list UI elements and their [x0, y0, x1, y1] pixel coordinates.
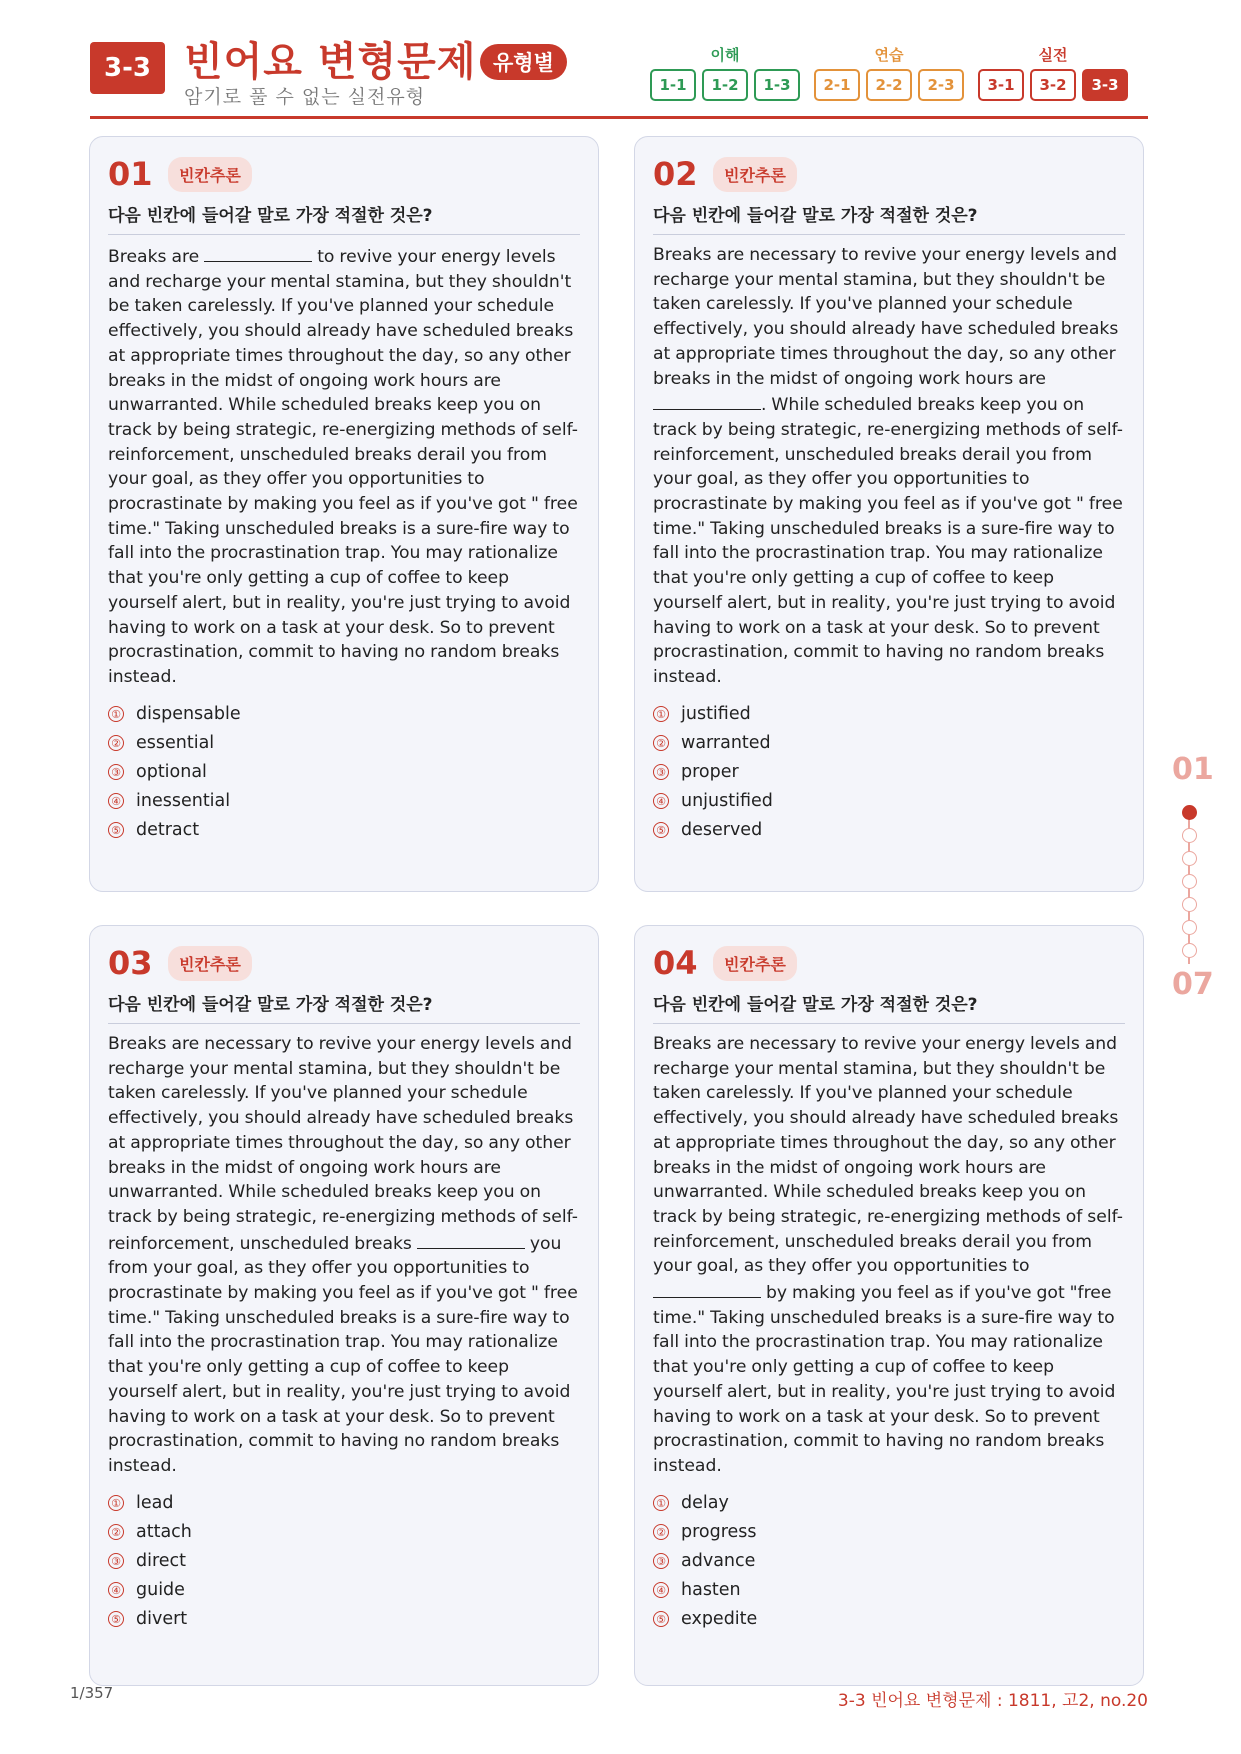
level-label: 실전 [1038, 46, 1068, 64]
question-card [634, 925, 1144, 1686]
choice-marker: ② [108, 1524, 124, 1540]
choice-marker: ④ [108, 1582, 124, 1598]
level-box-3-2[interactable]: 3-2 [1030, 69, 1076, 101]
passage-text: Breaks are [108, 247, 200, 267]
question-prompt: 다음 빈칸에 들어갈 말로 가장 적절한 것은? [108, 990, 580, 1024]
choice-marker: ② [653, 1524, 669, 1540]
choice-item[interactable] [108, 729, 580, 758]
choice-marker: ③ [108, 1553, 124, 1569]
choice-marker: ⑤ [108, 822, 124, 838]
choice-item[interactable] [653, 1605, 1125, 1634]
choice-marker: ② [108, 735, 124, 751]
choice-marker: ⑤ [653, 822, 669, 838]
choice-item[interactable] [653, 1547, 1125, 1576]
choice-item[interactable] [108, 1518, 580, 1547]
section-badge: 3-3 [90, 42, 165, 94]
footer-source: 3-3 빈어요 변형문제 : 1811, 고2, no.20 [837, 1691, 1148, 1711]
level-group-understand [650, 44, 800, 101]
choice-item[interactable] [108, 816, 580, 845]
question-type-tag: 빈칸추론 [713, 946, 797, 981]
choice-text: essential [136, 733, 215, 754]
question-passage [108, 1032, 580, 1479]
level-label: 이해 [710, 46, 740, 64]
choice-text: proper [681, 762, 739, 783]
passage-text: you from your goal, as they offer you opportunities to procrastinate by making you feel as if you've got " free time." Taking unscheduled breaks is a sure-fire way to fall into the procrastination trap. You may rationalize that you're only getting a cup of coffee to keep yourself alert, but in reality, you're just trying to avoid having to work on a task at your desk. So to prevent procrastination, commit to having no random breaks instead. [108, 1233, 578, 1476]
passage-text: Breaks are necessary to revive your energy levels and recharge your mental stamina, but they shouldn't be taken carelessly. If you've planned your schedule effectively, you should already have scheduled breaks at appropriate times throughout the day, so any other breaks in the midst of ongoing work hours are [653, 245, 1119, 389]
choice-marker: ② [653, 735, 669, 751]
choice-marker: ③ [653, 1553, 669, 1569]
side-nav-end: 07 [1172, 967, 1214, 1002]
question-passage [653, 1032, 1125, 1479]
level-box-1-1[interactable]: 1-1 [650, 69, 696, 101]
choice-text: deserved [681, 820, 763, 841]
question-passage [108, 243, 580, 690]
choice-item[interactable] [108, 758, 580, 787]
choice-item[interactable] [108, 1547, 580, 1576]
choice-text: justified [681, 704, 751, 725]
choice-text: unjustified [681, 791, 773, 812]
choice-text: lead [136, 1493, 174, 1514]
side-nav-dot[interactable] [1182, 897, 1197, 912]
question-number: 01 [108, 155, 153, 193]
question-number: 04 [653, 944, 698, 982]
choice-text: inessential [136, 791, 231, 812]
side-nav-start: 01 [1172, 752, 1214, 787]
level-box-2-2[interactable]: 2-2 [866, 69, 912, 101]
level-box-1-2[interactable]: 1-2 [702, 69, 748, 101]
question-prompt: 다음 빈칸에 들어갈 말로 가장 적절한 것은? [108, 201, 580, 235]
question-prompt: 다음 빈칸에 들어갈 말로 가장 적절한 것은? [653, 990, 1125, 1024]
choice-text: optional [136, 762, 207, 783]
side-nav-dot[interactable] [1182, 874, 1197, 889]
passage-text: to revive your energy levels and recharge your mental stamina, but they shouldn't be taken carelessly. If you've planned your schedule effectively, you should already have scheduled breaks at appropriate times throughout the day, so any other breaks in the midst of ongoing work hours are unwarranted. While scheduled breaks keep you on track by being strategic, re-energizing methods of self-reinforcement, unscheduled breaks derail you from your goal, as they offer you opportunities to procrastinate by making you feel as if you've got " free time." Taking unscheduled breaks is a sure-fire way to fall into the procrastination trap. You may rationalize that you're only getting a cup of coffee to keep yourself alert, but in reality, you're just trying to avoid having to work on a task at your desk. So to prevent procrastination, commit to having no random breaks instead. [108, 247, 578, 687]
choice-item[interactable] [108, 1605, 580, 1634]
choice-marker: ⑤ [653, 1611, 669, 1627]
choice-item[interactable] [653, 758, 1125, 787]
level-box-2-3[interactable]: 2-3 [918, 69, 964, 101]
choice-item[interactable] [653, 787, 1125, 816]
level-box-3-3[interactable]: 3-3 [1082, 69, 1128, 101]
choice-item[interactable] [653, 729, 1125, 758]
choice-marker: ③ [108, 764, 124, 780]
page-subtitle: 암기로 풀 수 없는 실전유형 [184, 86, 426, 108]
level-group-real [978, 44, 1128, 101]
choice-marker: ① [653, 1495, 669, 1511]
choice-text: detract [136, 820, 200, 841]
side-nav-dot[interactable] [1182, 851, 1197, 866]
choice-marker: ④ [653, 1582, 669, 1598]
answer-blank [204, 243, 312, 262]
header-divider [90, 116, 1148, 119]
side-nav-dot-active[interactable] [1182, 805, 1197, 820]
choice-text: attach [136, 1522, 192, 1543]
answer-blank [653, 391, 761, 410]
question-type-tag: 빈칸추론 [168, 157, 252, 192]
question-type-tag: 빈칸추론 [713, 157, 797, 192]
choice-marker: ① [653, 706, 669, 722]
choice-item[interactable] [653, 1518, 1125, 1547]
choice-item[interactable] [653, 700, 1125, 729]
choice-text: dispensable [136, 704, 241, 725]
level-group-practice [814, 44, 964, 101]
choice-list [653, 1489, 1125, 1634]
question-passage [653, 243, 1125, 690]
choice-item[interactable] [653, 816, 1125, 845]
level-box-3-1[interactable]: 3-1 [978, 69, 1024, 101]
level-box-1-3[interactable]: 1-3 [754, 69, 800, 101]
choice-text: warranted [681, 733, 771, 754]
side-nav-dot[interactable] [1182, 943, 1197, 958]
choice-text: advance [681, 1551, 756, 1572]
type-pill: 유형별 [480, 44, 567, 80]
question-card [89, 925, 599, 1686]
choice-marker: ① [108, 1495, 124, 1511]
choice-list [108, 700, 580, 845]
passage-text: by making you feel as if you've got "free time." Taking unscheduled breaks is a sure-fire way to fall into the procrastination trap. You may rationalize that you're only getting a cup of coffee to keep yourself alert, but in reality, you're just trying to avoid having to work on a task at your desk. So to prevent procrastination, commit to having no random breaks instead. [653, 1283, 1116, 1476]
choice-marker: ④ [653, 793, 669, 809]
choice-item[interactable] [653, 1489, 1125, 1518]
choice-text: direct [136, 1551, 187, 1572]
level-label: 연습 [874, 46, 904, 64]
choice-text: progress [681, 1522, 757, 1543]
answer-blank [653, 1279, 761, 1298]
page-title: 빈어요 변형문제 [184, 39, 477, 85]
page-number: 1/357 [70, 1684, 114, 1702]
choice-list [108, 1489, 580, 1634]
side-nav-dot[interactable] [1182, 828, 1197, 843]
passage-text: Breaks are necessary to revive your energy levels and recharge your mental stamina, but they shouldn't be taken carelessly. If you've planned your schedule effectively, you should already have scheduled breaks at appropriate times throughout the day, so any other breaks in the midst of ongoing work hours are unwarranted. While scheduled breaks keep you on track by being strategic, re-energizing methods of self-reinforcement, unscheduled breaks [108, 1034, 578, 1254]
choice-item[interactable] [108, 787, 580, 816]
side-nav-dots [1182, 805, 1197, 966]
choice-list [653, 700, 1125, 845]
choice-marker: ③ [653, 764, 669, 780]
question-number: 02 [653, 155, 698, 193]
question-card [89, 136, 599, 892]
choice-item[interactable] [108, 700, 580, 729]
answer-blank [417, 1230, 525, 1249]
passage-text: . While scheduled breaks keep you on track by being strategic, re-energizing methods of self-reinforcement, unscheduled breaks derail you from your goal, as they offer you opportunities to procrastinate by making you feel as if you've got " free time." Taking unscheduled breaks is a sure-fire way to fall into the procrastination trap. You may rationalize that you're only getting a cup of coffee to keep yourself alert, but in reality, you're just trying to avoid having to work on a task at your desk. So to prevent procrastination, commit to having no random breaks instead. [653, 395, 1123, 687]
question-type-tag: 빈칸추론 [168, 946, 252, 981]
question-card [634, 136, 1144, 892]
passage-text: Breaks are necessary to revive your energy levels and recharge your mental stamina, but they shouldn't be taken carelessly. If you've planned your schedule effectively, you should already have scheduled breaks at appropriate times throughout the day, so any other breaks in the midst of ongoing work hours are unwarranted. While scheduled breaks keep you on track by being strategic, re-energizing methods of self-reinforcement, unscheduled breaks derail you from your goal, as they offer you opportunities to [653, 1034, 1123, 1277]
choice-text: divert [136, 1609, 188, 1630]
choice-item[interactable] [108, 1576, 580, 1605]
choice-marker: ⑤ [108, 1611, 124, 1627]
level-box-2-1[interactable]: 2-1 [814, 69, 860, 101]
choice-marker: ④ [108, 793, 124, 809]
question-prompt: 다음 빈칸에 들어갈 말로 가장 적절한 것은? [653, 201, 1125, 235]
side-nav-dot[interactable] [1182, 920, 1197, 935]
choice-text: hasten [681, 1580, 741, 1601]
choice-text: guide [136, 1580, 185, 1601]
choice-text: delay [681, 1493, 729, 1514]
choice-text: expedite [681, 1609, 758, 1630]
choice-item[interactable] [108, 1489, 580, 1518]
choice-marker: ① [108, 706, 124, 722]
question-number: 03 [108, 944, 153, 982]
choice-item[interactable] [653, 1576, 1125, 1605]
